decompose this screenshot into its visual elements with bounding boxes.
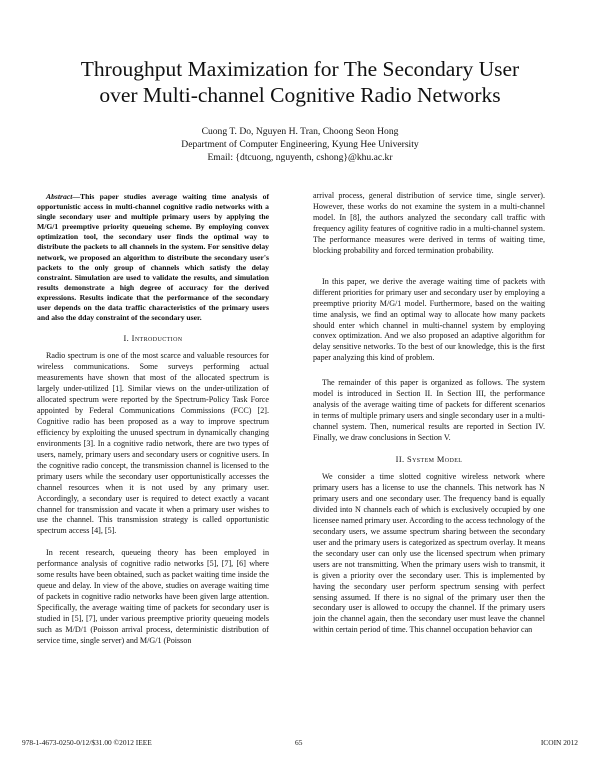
abstract — [37, 192, 269, 323]
intro-paragraph-1: Radio spectrum is one of the most scarce and valuable resources for wireless communications. Some surveys performing actual measurements have shown that most of the allocated spectrum is largely under-utilized [1]. Similar views on the under-utilization of allocated spectrum were reported by the Spectrum-Policy Task Force appointed by Federal Communications Commissions (FCC) [2]. Cognitive radio has been proposed as a way to improve spectrum efficiency by exploiting the unused spectrum in dynamically changing environments [3]. In a cognitive radio network, there are two types of users, namely, primary users and secondary users or cognitive users. In the cognitive radio concept, the transmission channel is licensed to the primary users while the secondary user opportunistically accesses the channel resources when it is not used by any primary user. Accordingly, a secondary user is required to detect exactly a vacant channel for transmission and vacate it when a primary user wishes to use the channel. This transmission strategy is called opportunistic spectrum access [4], [5]. — [37, 351, 269, 536]
intro-paragraph-4: The remainder of this paper is organized as follows. The system model is introduced in Section II. In Section III, the performance analysis of the average waiting time of packets for different scenarios in terms of multiple primary users and single secondary user in a multi-channel system. Then, numerical results are reported in Section IV. Finally, we draw conclusions in Section V. — [313, 378, 545, 443]
title-line-2: over Multi-channel Cognitive Radio Networks — [99, 83, 501, 107]
section-number: II. — [395, 455, 405, 465]
abstract-lead: Abstract — [46, 192, 73, 201]
section-number: I. — [123, 334, 130, 344]
author-department: Department of Computer Engineering, Kyung Hee University — [181, 139, 419, 150]
system-model-paragraph-1: We consider a time slotted cognitive wireless network where primary users has a license to use the channels. This network has N primary users and one secondary user. The frequency band is equally divided into N channels each of which is exclusively occupied by one licensee named primary user. According to the access technology of the secondary users, we assume spectrum sharing between the secondary user and the primary users is categorized as spectrum overlay. It means the secondary user can only use the licensed spectrum when primary users are not transmitting. When the primary users wish to transmit, it is given a priority over the secondary user. This is implemented by having the secondary user perform spectrum sensing with perfect sensing assumed. If there is no signal of the primary user then the secondary user is allowed to occupy the channel. If the primary users join the channel again, then the secondary user must leave the channel within certain period of time. This channel occupation behavior can — [313, 472, 545, 635]
footer-copyright: 978-1-4673-0250-0/12/$31.00 ©2012 IEEE — [22, 738, 152, 747]
paper-title — [30, 56, 570, 108]
section-title: Introduction — [131, 334, 183, 344]
abstract-text: —This paper studies average waiting time analysis of opportunistic access in multi-channel cognitive radio networks with a single secondary user and multiple primary users by applying the M/G/1 preemptive priority queueing scheme. By employing convex optimization tool, the secondary user finds the optimal way to distribute the packets to all channels in the system. For sensitive delay network, we proposed an algorithm to distribute the secondary user's packets to the only group of channels which satisfy the delay constraint. Simulation are used to validate the results, and simulation results demonstrate a high degree of accuracy for the derived expressions. Results indicate that the performance of the secondary user depends on the data traffic characteristics of the primary users and also the dday constraint of the secondary user. — [37, 192, 269, 323]
title-line-1: Throughput Maximization for The Secondary User — [80, 57, 520, 81]
section-heading-introduction — [37, 334, 269, 345]
intro-paragraph-2-continued: arrival process, general distribution of service time, single server). However, these works do not examine the system in a multi-channel model. In [8], the authors analyzed the secondary call traffic with frequency agility features of cognitive radio in a multi-channel system. The performance measures were derived in terms of waiting time, blocking probability and forced termination probability. — [313, 191, 545, 255]
intro-paragraph-2: In recent research, queueing theory has been employed in performance analysis of cognitive radio networks [5], [7], [6] where some results have been obtained, such as packet waiting time inside the queue and delay. In view of the above, studies on average waiting time of packets in cognitive radio networks have been given large attention. Specifically, the average waiting time of packets for secondary user is studied in [5], [7], under various preemptive priority queueing models such as M/D/1 (Poisson arrival process, deterministic distribution of service time, single server) and M/G/1 (Poisson — [37, 548, 269, 645]
footer-conference: ICOIN 2012 — [540, 738, 578, 747]
section-title: System Model — [407, 455, 463, 465]
footer-page-number: 65 — [295, 738, 303, 747]
right-column — [313, 191, 545, 636]
section-heading-system-model — [313, 455, 545, 466]
author-block — [30, 125, 570, 164]
author-names: Cuong T. Do, Nguyen H. Tran, Choong Seon Hong — [201, 126, 399, 137]
author-email: Email: {dtcuong, nguyenth, cshong}@khu.ac.kr — [207, 152, 393, 163]
left-column — [37, 192, 269, 647]
intro-paragraph-3: In this paper, we derive the average waiting time of packets with different priorities for primary user and secondary user by employing a preemptive priority M/G/1 model. Furthermore, based on the waiting time analysis, we find an optimal way to allocate how many packets should enter which channel in multi-channel system by employing convex optimization. And we also proposed an adaptive algorithm for delay sensitive networks. To the best of our knowledge, this is the first paper analyzing this kind of problem. — [313, 276, 545, 363]
